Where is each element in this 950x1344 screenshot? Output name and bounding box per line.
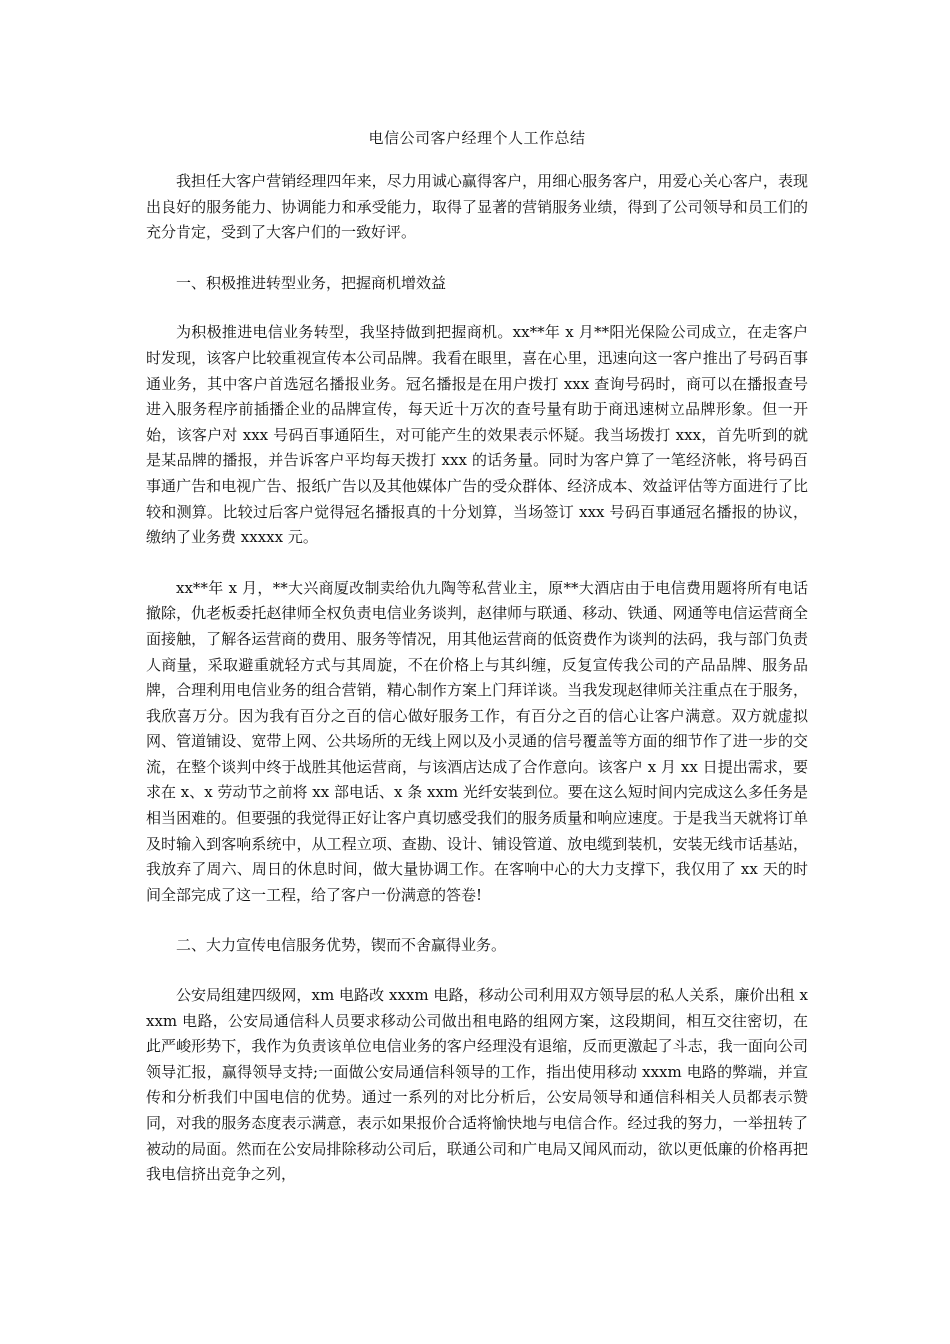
body-paragraph: 公安局组建四级网，xm 电路改 xxxm 电路，移动公司利用双方领导层的私人关系，廉价出租 xxxm 电路，公安局通信科人员要求移动公司做出租电路的组网方案，这段期间，相互交往密切，在此严峻形势下，我作为负责该单位电信业务的客户经理没有退缩，反而更激起了斗志，我一面向公司领导汇报，赢得领导支持;一面做公安局通信科领导的工作，指出使用移动 xxxm 电路的弊端，并宣传和分析我们中国电信的优势。通过一系列的对比分析后，公安局领导和通信科相关人员都表示赞同，对我的服务态度表示满意，表示如果报价合适将愉快地与电信合作。经过我的努力，一举扭转了被动的局面。然而在公安局排除移动公司后，联通公司和广电局又闻风而动，欲以更低廉的价格再把我电信挤出竞争之列， [146, 986, 808, 1184]
section-heading-2: 二、大力宣传电信服务优势，锲而不舍赢得业务。 [176, 936, 507, 955]
document-title: 电信公司客户经理个人工作总结 [368, 129, 586, 147]
document-body [146, 126, 808, 1213]
body-paragraph: 为积极推进电信业务转型，我坚持做到把握商机。xx**年 x 月**阳光保险公司成立，在走客户时发现，该客户比较重视宣传本公司品牌。我看在眼里，喜在心里，迅速向这一客户推出了号码百事通业务，其中客户首选冠名播报业务。冠名播报是在用户拨打 xxx 查询号码时，商可以在播报查号进入服务程序前插播企业的品牌宣传，每天近十万次的查号量有助于商迅速树立品牌形象。但一开始，该客户对 xxx 号码百事通陌生，对可能产生的效果表示怀疑。我当场拨打 xxx，首先听到的就是某品牌的播报，并告诉客户平均每天拨打 xxx 的话务量。同时为客户算了一笔经济帐，将号码百事通广告和电视广告、报纸广告以及其他媒体广告的受众群体、经济成本、效益评估等方面进行了比较和测算。比较过后客户觉得冠名播报真的十分划算，当场签订 xxx 号码百事通冠名播报的协议，缴纳了业务费 xxxxx 元。 [146, 323, 808, 547]
section-heading-1: 一、积极推进转型业务，把握商机增效益 [176, 273, 447, 292]
body-paragraph: xx**年 x 月，**大兴商厦改制卖给仇九陶等私营业主，原**大酒店由于电信费用题将所有电话撤除，仇老板委托赵律师全权负责电信业务谈判，赵律师与联通、移动、铁通、网通等电信运营商全面接触，了解各运营商的费用、服务等情况，用其他运营商的低资费作为谈判的法码，我与部门负责人商量，采取避重就轻方式与其周旋，不在价格上与其纠缠，反复宣传我公司的产品品牌、服务品牌，合理利用电信业务的组合营销，精心制作方案上门拜详谈。当我发现赵律师关注重点在于服务，我欣喜万分。因为我有百分之百的信心做好服务工作，有百分之百的信心让客户满意。双方就虚拟网、管道铺设、宽带上网、公共场所的无线上网以及小灵通的信号覆盖等方面的细节作了进一步的交流，在整个谈判中终于战胜其他运营商，与该酒店达成了合作意向。该客户 x 月 xx 日提出需求，要求在 x、x 劳动节之前将 xx 部电话、x 条 xxm 光纤安装到位。要在这么短时间内完成这么多任务是相当困难的。但要强的我觉得正好让客户真切感受我们的服务质量和响应速度。于是我当天就将订单及时输入到客响系统中，从工程立项、查勘、设计、铺设管道、放电缆到装机，安装无线市话基站，我放弃了周六、周日的休息时间，做大量协调工作。在客响中心的大力支撑下，我仅用了 xx 天的时间全部完成了这一工程，给了客户一份满意的答卷! [146, 578, 808, 904]
intro-paragraph: 我担任大客户营销经理四年来，尽力用诚心赢得客户，用细心服务客户，用爱心关心客户，表现出良好的服务能力、协调能力和承受能力，取得了显著的营销服务业绩，得到了公司领导和员工们的充分肯定，受到了大客户们的一致好评。 [146, 172, 808, 242]
